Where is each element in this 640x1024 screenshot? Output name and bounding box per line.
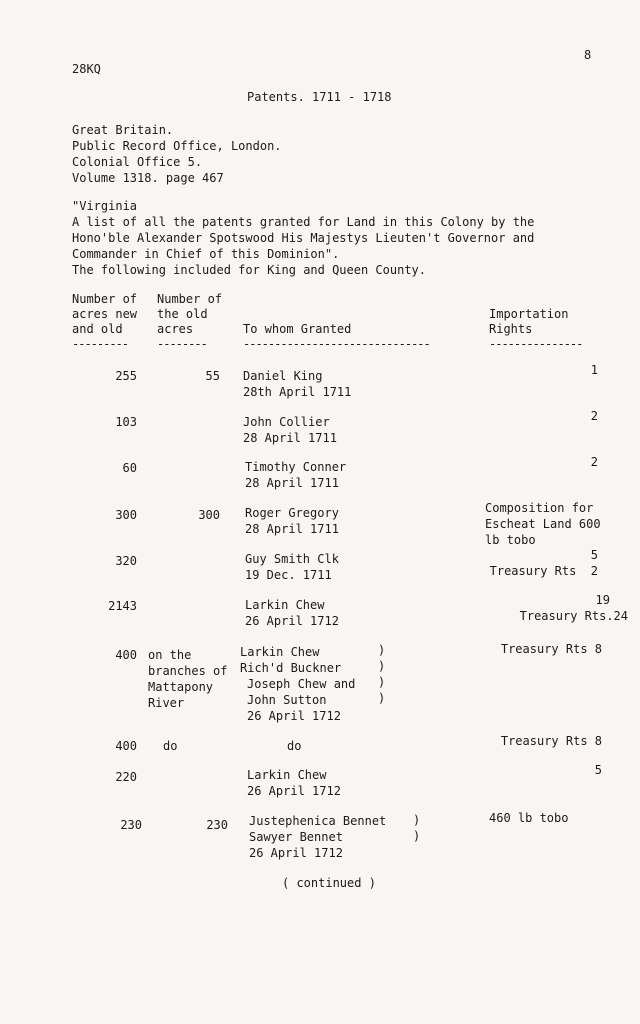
brace: ) ) bbox=[413, 813, 421, 843]
acres-old: 55 bbox=[205, 369, 220, 383]
grantee: Larkin Chew Rich'd Buckner Joseph Chew and John Sutton 26 April 1712 bbox=[240, 645, 356, 723]
header-acres-old: Number of the old acres -------- bbox=[157, 292, 223, 351]
source-line: Volume 1318. page 467 bbox=[72, 171, 224, 185]
rights: Treasury Rts 8 bbox=[500, 734, 602, 748]
page-title: Patents. 1711 - 1718 bbox=[247, 90, 392, 104]
intro-block bbox=[72, 198, 534, 278]
header-rule: --------- bbox=[72, 337, 129, 351]
intro-line: Commander in Chief of this Dominion". bbox=[72, 247, 340, 261]
brace: ) ) ) ) bbox=[378, 643, 386, 705]
intro-line: Hono'ble Alexander Spotswood His Majestys Lieuten't Governor and bbox=[72, 231, 535, 245]
header-rule: ------------------------------ bbox=[243, 337, 430, 351]
grantee: Justephenica Bennet Sawyer Bennet 26 April 1712 bbox=[249, 814, 387, 860]
acres-new: 400 bbox=[115, 739, 137, 753]
header-rule: --------------- bbox=[489, 337, 583, 351]
intro-line: A list of all the patents granted for Land in this Colony by the bbox=[72, 215, 535, 229]
acres-new: 230 bbox=[120, 818, 142, 832]
rights: 2 bbox=[590, 409, 598, 423]
rights: 460 lb tobo bbox=[489, 811, 569, 825]
header-grantee: To whom Granted ------------------------------ bbox=[243, 322, 430, 351]
source-line: Great Britain. bbox=[72, 123, 174, 137]
acres-new: 400 bbox=[115, 648, 137, 662]
grantee: Guy Smith Clk 19 Dec. 1711 bbox=[245, 552, 339, 582]
acres-new: 103 bbox=[115, 415, 137, 429]
acres-new: 320 bbox=[115, 554, 137, 568]
acres-new: 2143 bbox=[108, 599, 137, 613]
header-rights: Importation Rights --------------- bbox=[489, 307, 583, 351]
acres-old: do bbox=[163, 739, 178, 753]
grantee: Larkin Chew 26 April 1712 bbox=[247, 768, 341, 798]
acres-old: 230 bbox=[206, 818, 228, 832]
acres-new: 255 bbox=[115, 369, 137, 383]
rights: Treasury Rts 8 bbox=[500, 642, 602, 656]
continued-note: ( continued ) bbox=[282, 876, 376, 890]
grantee: Daniel King 28th April 1711 bbox=[243, 369, 352, 399]
acres-new: 220 bbox=[115, 770, 137, 784]
reference-code: 28KQ bbox=[72, 62, 101, 76]
acres-new: 60 bbox=[122, 461, 137, 475]
grantee: Larkin Chew 26 April 1712 bbox=[245, 598, 339, 628]
rights: 19 Treasury Rts.24 bbox=[519, 593, 628, 623]
acres-new: 300 bbox=[115, 508, 137, 522]
page-number: 8 bbox=[584, 48, 592, 62]
grantee: Timothy Conner 28 April 1711 bbox=[245, 460, 347, 490]
source-line: Public Record Office, London. bbox=[72, 139, 282, 153]
header-acres-new: Number of acres new and old --------- bbox=[72, 292, 138, 351]
header-rule: -------- bbox=[157, 337, 207, 351]
rights: 5 bbox=[594, 763, 602, 777]
acres-old: 300 bbox=[198, 508, 220, 522]
intro-line: The following included for King and Queen County. bbox=[72, 263, 427, 277]
rights: Composition for Escheat Land 600 lb tobo bbox=[485, 501, 601, 547]
source-line: Colonial Office 5. bbox=[72, 155, 203, 169]
rights: 5 Treasury Rts 2 bbox=[489, 548, 598, 578]
grantee: do bbox=[287, 739, 302, 753]
grantee: John Collier 28 April 1711 bbox=[243, 415, 337, 445]
intro-line: "Virginia bbox=[72, 199, 138, 213]
acres-old-location: on the branches of Mattapony River bbox=[148, 648, 228, 710]
grantee: Roger Gregory 28 April 1711 bbox=[245, 506, 339, 536]
rights: 1 bbox=[590, 363, 598, 377]
source-block bbox=[72, 122, 282, 186]
rights: 2 bbox=[590, 455, 598, 469]
